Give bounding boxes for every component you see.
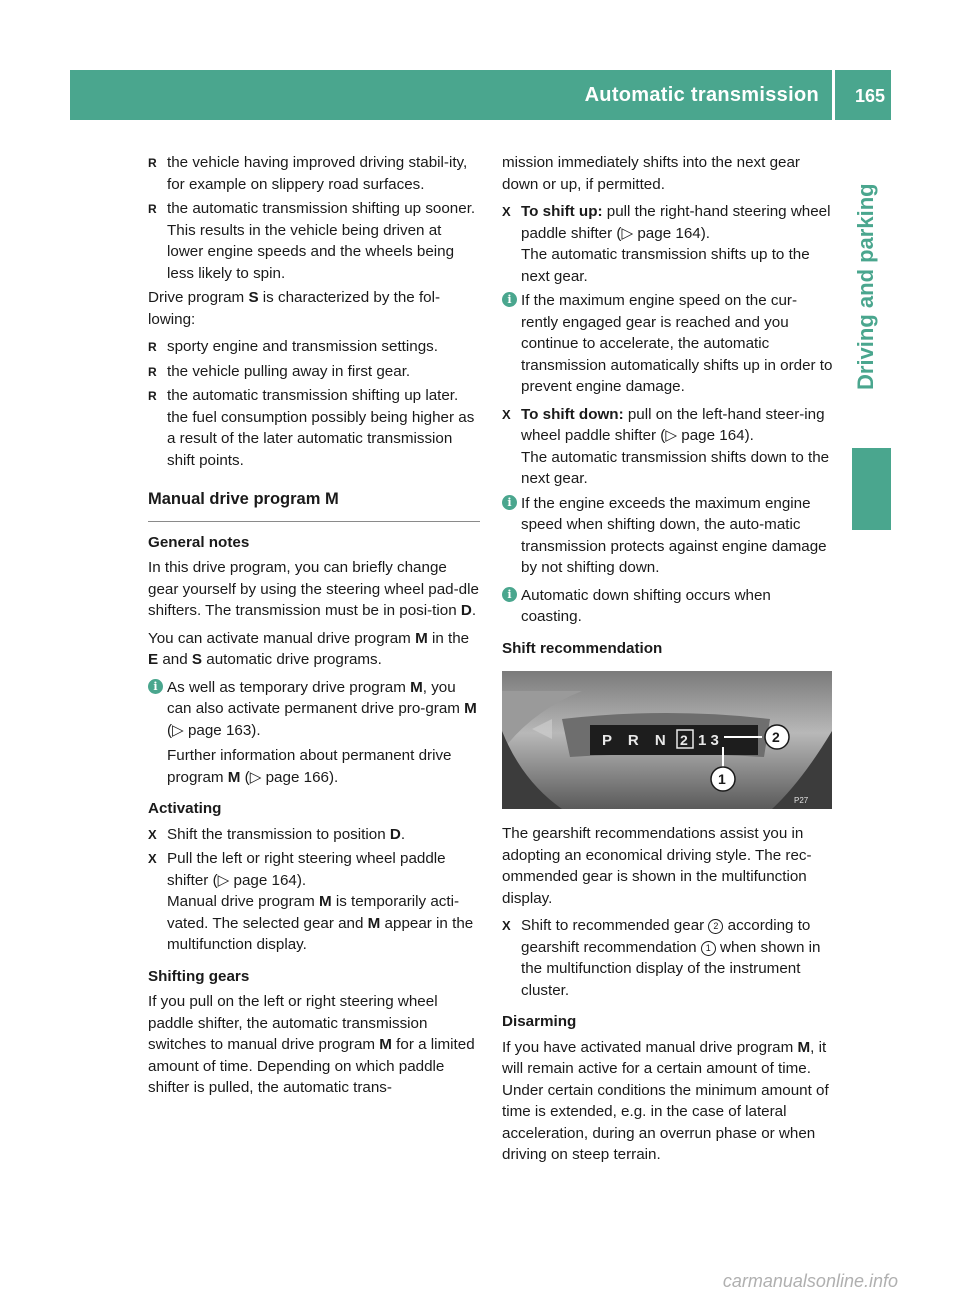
cluster-illustration (502, 671, 832, 809)
info-icon: i (502, 495, 517, 510)
info-note: i If the engine exceeds the maximum engine speed when shifting down, the auto-matic transmission protects against engine damage by not shifting down. (502, 493, 834, 579)
callout-2-ref: 2 (708, 919, 723, 934)
recommendation-text: 1 3 (698, 732, 719, 749)
paragraph: If you pull on the left or right steering wheel paddle shifter, the automatic transmission switches to manual drive program M for a limited amount of time. Depending on which paddle shifter is pulled, the automatic trans- (148, 993, 475, 1096)
page-number: 165 (854, 86, 885, 106)
side-tab-label: Driving and parking (853, 183, 878, 390)
subheading: General notes (148, 533, 250, 551)
instrument-cluster-figure (502, 671, 832, 809)
paragraph: In this drive program, you can briefly change gear yourself by using the steering wheel pad-dle shifters. The transmission must be in posi-tion D. (148, 559, 479, 619)
list-item: R sporty engine and transmission settings. (148, 336, 480, 358)
list-item: R the automatic transmission shifting up later. the fuel consumption possibly being higher as a result of the later automatic transmission shift points. (148, 385, 480, 471)
list-item: R the vehicle having improved driving stabil-ity, for example on slippery road surfaces. (148, 152, 480, 195)
header-divider (832, 70, 835, 120)
subheading: Shift recommendation (502, 639, 663, 657)
info-icon: i (502, 292, 517, 307)
watermark: carmanualsonline.info (722, 1271, 898, 1291)
callout-1-ref: 1 (701, 941, 716, 956)
paragraph: You can activate manual drive program M in the E and S automatic drive programs. (148, 629, 470, 668)
side-tab-marker (852, 448, 891, 530)
step-item: X Shift the transmission to position D. (148, 824, 480, 846)
svg-text:P27: P27 (794, 796, 809, 805)
left-column (148, 152, 480, 1099)
subheading: Disarming (502, 1013, 577, 1030)
step-item: X To shift down: pull on the left-hand steer-ing wheel paddle shifter (▷ page 164). The automatic transmission shifts down to the next gear. (502, 404, 834, 490)
list-item: R the vehicle pulling away in first gear. (148, 361, 480, 383)
subheading: Shifting gears (148, 967, 250, 985)
info-icon: i (502, 587, 517, 602)
info-note: i Automatic down shifting occurs when coasting. (502, 585, 834, 628)
subheading: Activating (148, 800, 222, 817)
svg-text:1: 1 (718, 771, 726, 787)
info-icon: i (148, 679, 163, 694)
gear-indicator-text: P R N (602, 732, 672, 749)
step-item: X To shift up: pull the right-hand steering wheel paddle shifter (▷ page 164). The automatic transmission shifts up to the next gear. (502, 201, 834, 287)
step-item: X Shift to recommended gear 2 according to gearshift recommendation 1 when shown in the multifunction display of the instrument cluster. (502, 915, 834, 1001)
paragraph: If you have activated manual drive program M, it will remain active for a certain amount of time. Under certain conditions the minimum amount of time is extended, e.g. in the case of lateral acceleration, during an overrun phase or when driving on steep terrain. (502, 1038, 829, 1163)
info-note: i As well as temporary drive program M, you can also activate permanent drive pro-gram M (▷ page 163). Further information about permanent drive program M (▷ page 166). (148, 677, 480, 789)
right-column (502, 152, 834, 1166)
section-title: Manual drive program M (148, 489, 480, 522)
step-item: X Pull the left or right steering wheel paddle shifter (▷ page 164). Manual drive program M is temporarily acti-vated. The selected gear and M appear in the multifunction display. (148, 848, 480, 956)
svg-text:2: 2 (772, 729, 780, 745)
header-bar (70, 70, 891, 120)
paragraph: mission immediately shifts into the next gear down or up, if permitted. (502, 154, 800, 193)
paragraph: Drive program S is characterized by the fol-lowing: (148, 289, 441, 328)
paragraph: The gearshift recommendations assist you in adopting an economical driving style. The rec-ommended gear is shown in the multifunction display. (502, 825, 812, 907)
list-item: R the automatic transmission shifting up sooner. This results in the vehicle being driven at lower engine speeds and the wheels being less likely to spin. (148, 198, 480, 284)
current-gear-text: 2 (680, 732, 688, 748)
page-title: Automatic transmission (584, 84, 819, 106)
info-note: i If the maximum engine speed on the cur-rently engaged gear is reached and you continue to accelerate, the automatic transmission automatically shifts up in order to prevent engine damage. (502, 290, 834, 398)
